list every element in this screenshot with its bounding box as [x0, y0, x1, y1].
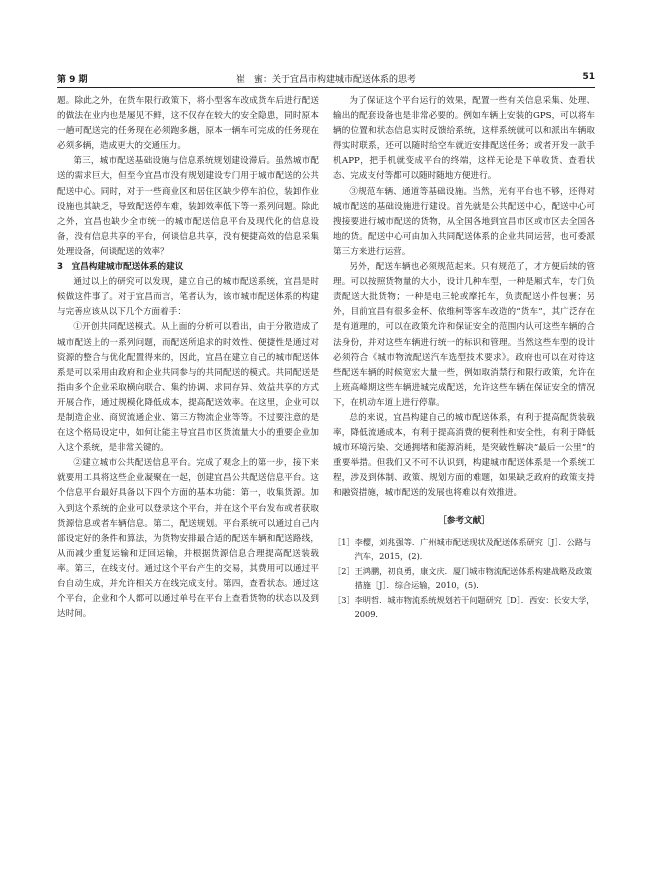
left-column	[57, 94, 319, 622]
reference-item	[333, 564, 595, 593]
references-list	[333, 535, 595, 622]
running-header	[57, 70, 595, 88]
references-title: ［参考文献］	[438, 515, 490, 526]
issue-number: 第 9 期	[57, 75, 88, 85]
reference-text: 李樱，刘兆强等．广州城市配送现状及配送体系研究［J］．公路与汽车，2015，(2)．	[354, 536, 592, 562]
body-paragraph: ①开创共同配送模式。从上面的分析可以看出，由于分散造成了城市配送上的一系列问题，而配送所追求的时效性、便捷性是通过对资源的整合与优化配置得来的，因此，宜昌在建立自己的城市配送体系是可以采用由政府和企业共同参与的共同配送的模式。共同配送是指由多个企业采取横向联合、集约协调、求同存异、效益共享的方式开展合作，通过规模化降低成本，提高配送效率。在这里，企业可以是制造企业、商贸流通企业、第三方物流企业等等。不过要注意的是在这个格局设定中，如何让能主导宜昌市区货流量大小的重要企业加入这个系统，是非常关键的。	[57, 322, 319, 454]
body-paragraph: 另外，配送车辆也必须规范起来。只有规范了，才方便后续的管理。可以按照货物量的大小，设计几种车型，一种是厢式车，专门负责配送大批货物；一种是电三轮或摩托车，负责配送小件包裹；另外，目前宜昌有很多金杯、依维柯等客车改造的“货车”，其广泛存在是有道理的，可以在政策允许和保证安全的范围内认可这些车辆的合法身份，并对这些车辆进行统一的标识和管理。当然这些车型的设计必须符合《城市物流配送汽车选型技术要求》。政府也可以在对待这些配送车辆的时候宽宏大量一些，例如取消禁行和限行政策，允许在上班高峰期这些车辆进城完成配送，允许这些车辆在保证安全的情况下，在机动车道上进行停靠。	[333, 262, 595, 408]
body-paragraph: 题。除此之外，在货车限行政策下，将小型客车改成货车后进行配送的做法在业内也是屡见不鲜，这不仅存在较大的安全隐患，同时原本一趟可配送完的任务现在必须跑多趟，原本一辆车可完成的任务现在必须多辆，造成更大的交通压力。	[57, 96, 319, 152]
right-column	[333, 94, 595, 622]
body-paragraph: ③规范车辆、通道等基础设施。当然，光有平台也不够，还得对城市配送的基础设施进行建设。首先就是公共配送中心，配送中心可搜接要进行城市配送的货物，从全国各地到宜昌市区或市区去全国各地的货。配送中心可由加入共同配送体系的企业共同运营，也可委派第三方来进行运营。	[333, 186, 595, 257]
reference-number: ［2］	[333, 565, 355, 576]
body-paragraph: ②建立城市公共配送信息平台。完成了观念上的第一步，接下来就要用工具将这些企业凝聚在一起，创建宜昌公共配送信息平台。这个信息平台最好具备以下四个方面的基本功能：第一，收集货源。加入到这个系统的企业可以登录这个平台，并在这个平台发布或者获取货源信息或者车辆信息。第二，配送规划。平台系统可以通过自己内部设定好的条件和算法，为货物安排最合适的配送车辆和配送路线，从而减少重复运输和迂回运输，并根据货源信息合理提高配送装载率。第三，在线支付。通过这个平台产生的交易，其费用可以通过平台自动生成，并允许相关方在线完成支付。第四，查看状态。通过这个平台，企业和个人都可以通过单号在平台上查看货物的状态以及到达时间。	[57, 458, 319, 620]
body-paragraph: 总的来说，宜昌构建自己的城市配送体系，有利于提高配货装载率，降低流通成本，有利于提高消费的便利性和安全性，有利于降低城市环境污染、交通拥堵和能源消耗，是突破性解决“最后一公里”的重要举措。但我们又不可不认识到，构建城市配送体系是一个系统工程，涉及到体制、政策、规划方面的难题，如果缺乏政府的政策支持和融资措施，城市配送的发展也将难以有效推进。	[333, 412, 595, 499]
body-paragraph: 为了保证这个平台运行的效果，配置一些有关信息采集、处理、输出的配套设备也是非常必要的。例如车辆上安装的GPS，可以将车辆的位置和状态信息实时反馈给系统，这样系统就可以和派出车辆取得实时联系，还可以随时给空车就近安排配送任务；或者开发一款手机APP，把手机就变成平台的终端，这样无论是下单收货、查看状态、完成支付等都可以随时随地方便进行。	[333, 96, 595, 182]
reference-number: ［1］	[333, 536, 355, 547]
reference-text: 李明哲．城市物流系统规划若干问题研究［D］．西安：长安大学，2009．	[354, 594, 595, 620]
body-paragraph: 通过以上的研究可以发现，建立自己的城市配送系统，宜昌是时候做这件事了。对于宜昌而言，笔者认为，该市城市配送体系的构建与完善应该从以下几个方面着手：	[57, 277, 319, 318]
body-paragraph: 第三，城市配送基础设施与信息系统规划建设滞后。虽然城市配送的需求巨大，但至今宜昌市没有规划建设专门用于城市配送的公共配送中心。同时，对于一些商业区和居住区缺少停车泊位，装卸作业设施也其缺乏，导致配送停车难，装卸效率低下等一系列问题。除此之外，宜昌也缺少全市统一的城市配送信息平台及现代化的信息设备，没有信息共享的平台，何谈信息共享，没有便捷高效的信息采集处理设备，何谈配送的效率？	[57, 156, 319, 257]
reference-text: 王鸿鹏，初良勇，康文庆．厦门城市物流配送体系构建战略及政策措施［J］．综合运输，2010，(5)．	[354, 565, 593, 591]
header-rule	[57, 87, 595, 88]
reference-item	[333, 593, 595, 622]
page-number: 51	[582, 72, 595, 82]
running-title: 崔 蜜：关于宜昌市构建城市配送体系的思考	[235, 75, 416, 85]
section-heading: 3 宜昌构建城市配送体系的建议	[57, 262, 184, 273]
reference-number: ［3］	[333, 594, 355, 605]
reference-item	[333, 535, 595, 564]
